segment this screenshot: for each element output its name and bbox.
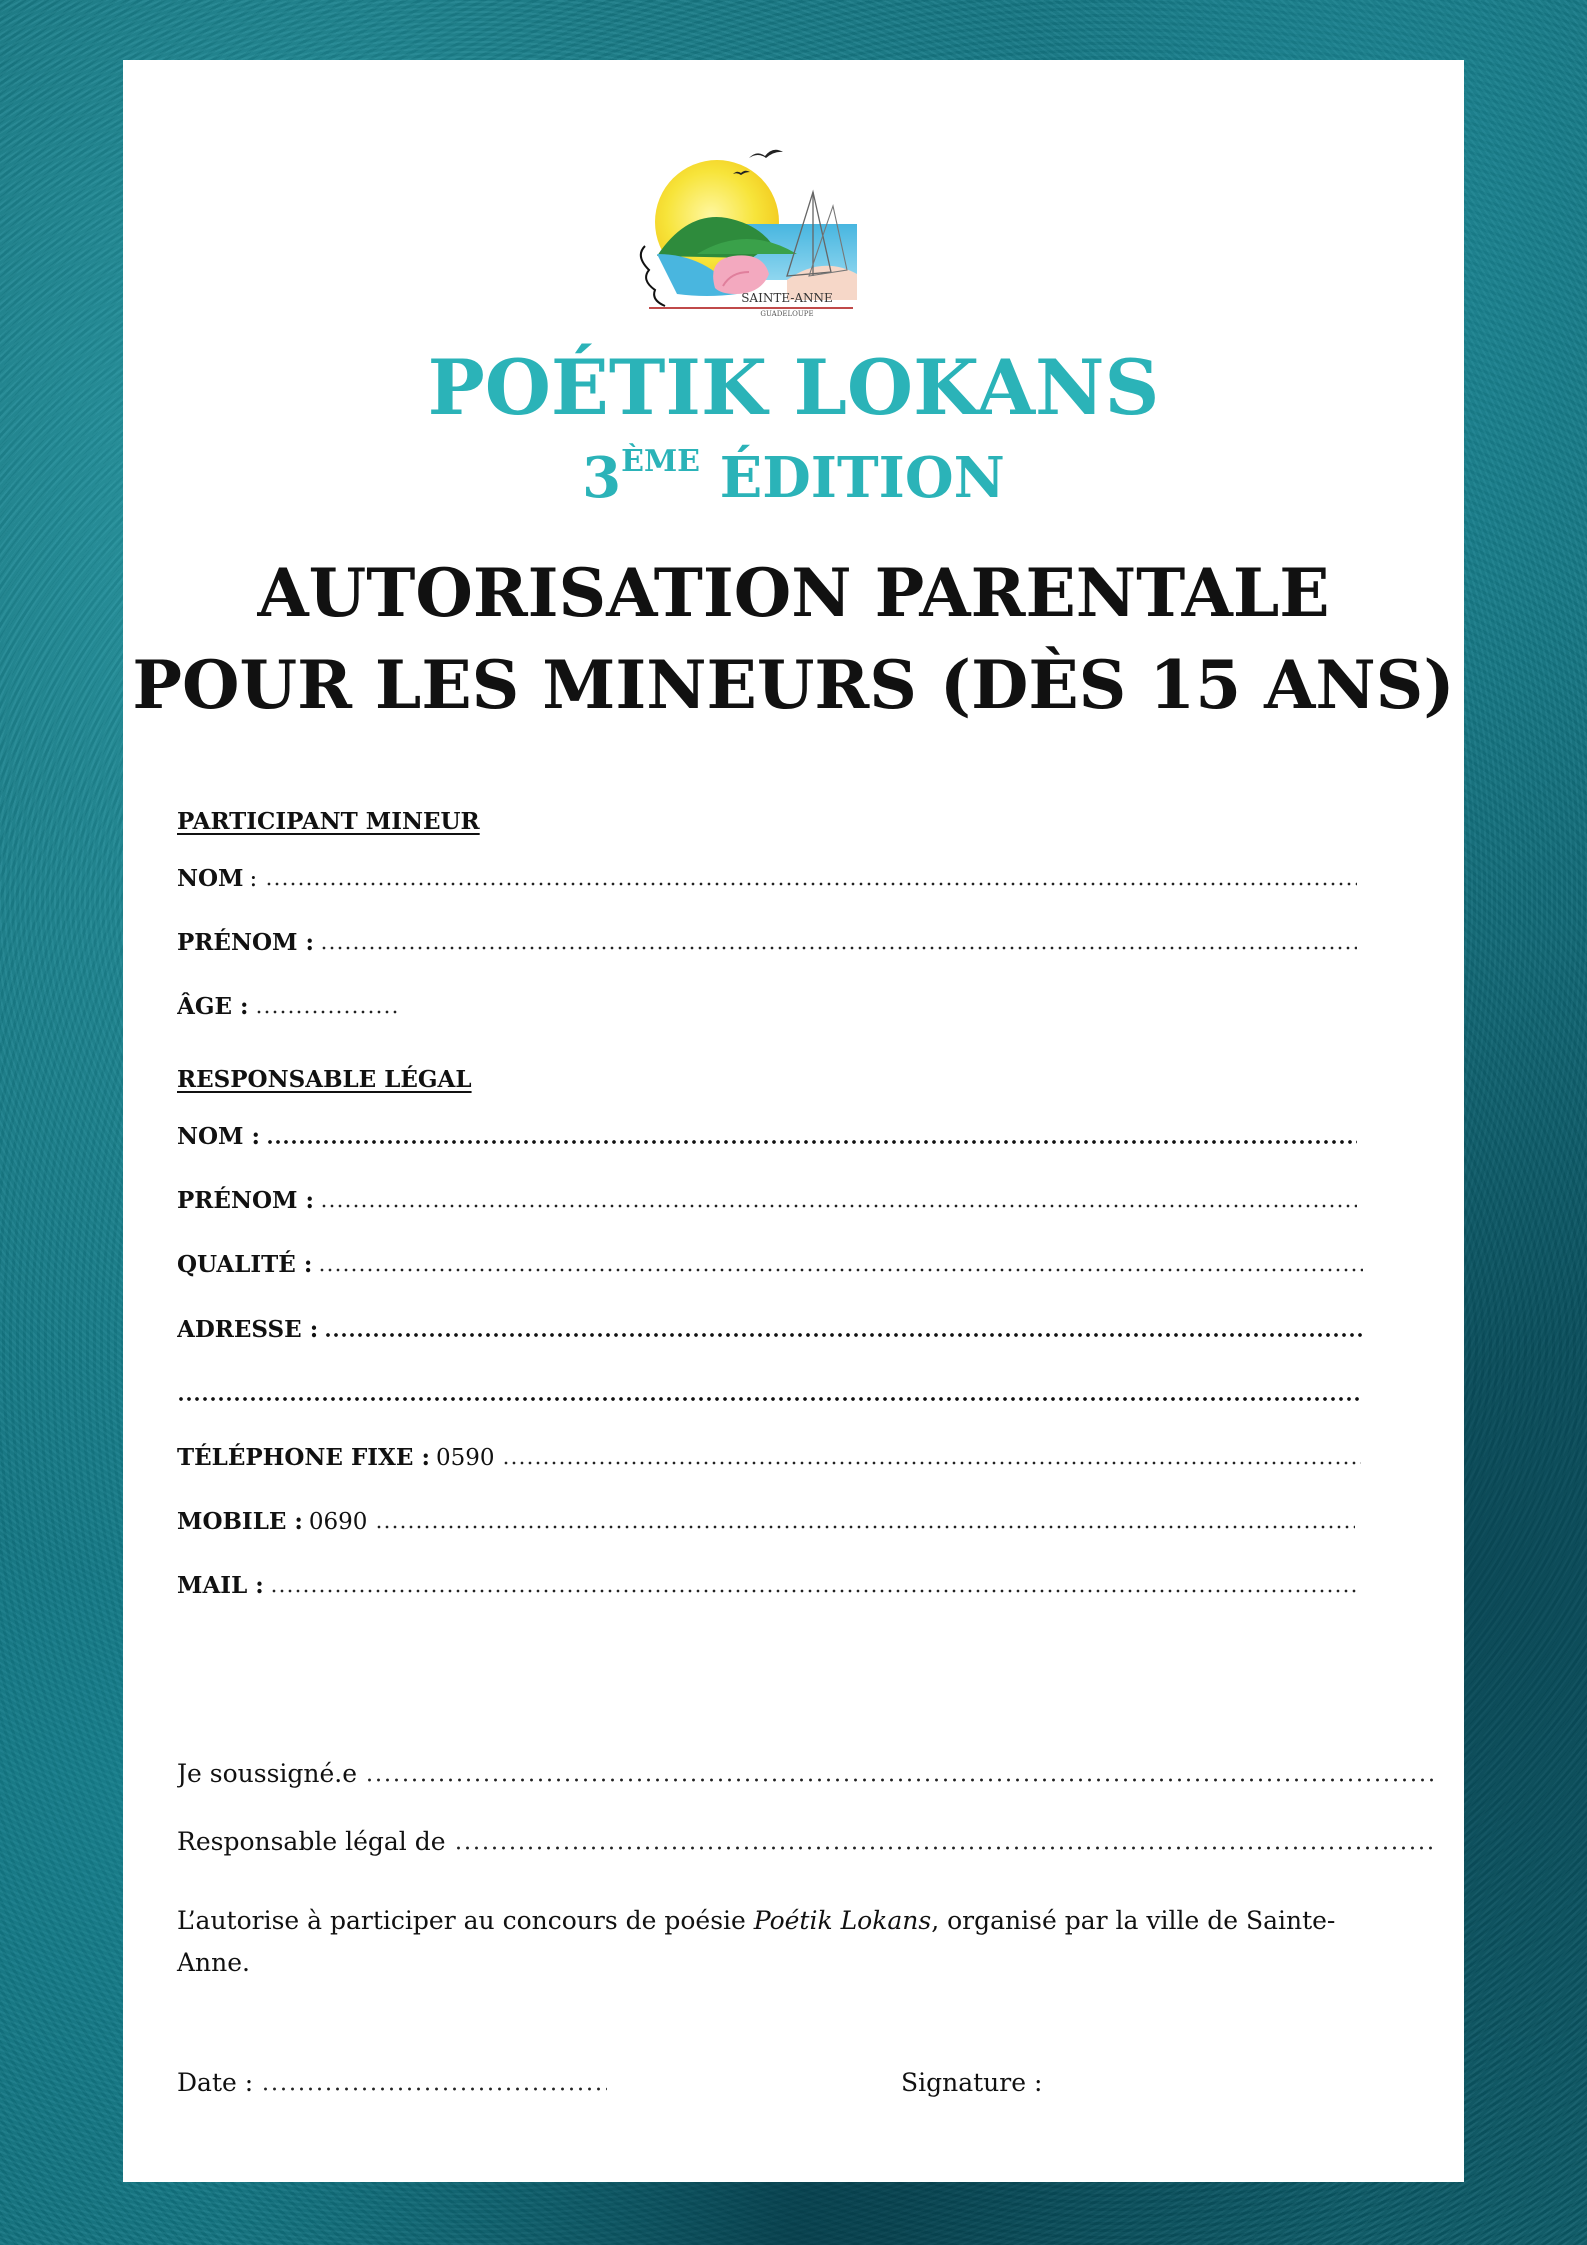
responsable-mobile-label: MOBILE : — [177, 1508, 303, 1535]
responsable-mobile-input[interactable] — [375, 1525, 1355, 1529]
responsable-nom-input[interactable] — [266, 1140, 1357, 1144]
responsable-de-input[interactable] — [454, 1846, 1433, 1850]
participant-nom-sep: : — [249, 866, 258, 892]
contest-title: POÉTIK LOKANS — [427, 343, 1160, 432]
participant-nom-input[interactable] — [265, 882, 1357, 886]
responsable-telephone-input[interactable] — [502, 1461, 1361, 1465]
responsable-adresse-field[interactable] — [177, 1303, 1363, 1343]
heading-line-2: POUR LES MINEURS (DÈS 15 ANS) — [132, 646, 1455, 724]
participant-age-input[interactable] — [255, 1010, 397, 1014]
sainte-anne-logo — [637, 136, 859, 318]
responsable-prenom-input[interactable] — [320, 1204, 1357, 1208]
responsable-adresse-line-2[interactable] — [177, 1367, 1363, 1407]
date-field[interactable] — [177, 2057, 607, 2097]
responsable-nom-label: NOM : — [177, 1123, 261, 1150]
participant-age-label: ÂGE : — [177, 993, 249, 1020]
responsable-telephone-label: TÉLÉPHONE FIXE : — [177, 1444, 430, 1471]
responsable-adresse-input[interactable] — [324, 1333, 1363, 1337]
participant-nom-field[interactable] — [177, 852, 1357, 892]
soussigne-input[interactable] — [365, 1778, 1439, 1782]
authorization-contest-name: Poétik Lokans — [753, 1906, 932, 1935]
edition-label: ÉDITION — [719, 445, 1005, 511]
edition-suffix: ÈME — [621, 444, 701, 479]
responsable-adresse-input-2[interactable] — [177, 1397, 1363, 1401]
responsable-mail-field[interactable] — [177, 1559, 1359, 1599]
participant-prenom-label: PRÉNOM : — [177, 929, 314, 956]
responsable-de-label: Responsable légal de — [177, 1827, 446, 1856]
responsable-mail-input[interactable] — [270, 1589, 1359, 1593]
responsable-prenom-field[interactable] — [177, 1174, 1357, 1214]
participant-prenom-input[interactable] — [320, 946, 1357, 950]
responsable-de-field[interactable] — [177, 1816, 1433, 1856]
logo-subcaption: GUADELOUPE — [760, 310, 814, 318]
responsable-adresse-label: ADRESSE : — [177, 1316, 319, 1343]
responsable-mobile-prefix: 0690 — [308, 1509, 368, 1535]
responsable-telephone-prefix: 0590 — [435, 1445, 495, 1471]
participant-nom-label: NOM — [177, 865, 244, 892]
edition-number: 3 — [582, 445, 622, 511]
date-input[interactable] — [261, 2087, 607, 2091]
form-page — [123, 60, 1464, 2182]
responsable-telephone-field[interactable] — [177, 1431, 1361, 1471]
section-participant: PARTICIPANT MINEUR — [177, 808, 480, 835]
section-responsable: RESPONSABLE LÉGAL — [177, 1066, 472, 1093]
date-label: Date : — [177, 2068, 254, 2097]
responsable-mail-label: MAIL : — [177, 1572, 264, 1599]
participant-prenom-field[interactable] — [177, 916, 1357, 956]
responsable-qualite-input[interactable] — [318, 1268, 1363, 1272]
responsable-prenom-label: PRÉNOM : — [177, 1187, 314, 1214]
signature-label: Signature : — [901, 2068, 1043, 2097]
signature-field[interactable] — [901, 2057, 1301, 2097]
responsable-qualite-field[interactable] — [177, 1238, 1363, 1278]
participant-age-field[interactable] — [177, 980, 397, 1020]
responsable-mobile-field[interactable] — [177, 1495, 1355, 1535]
authorization-text — [177, 1900, 1377, 1984]
responsable-nom-field[interactable] — [177, 1110, 1357, 1150]
soussigne-label: Je soussigné.e — [177, 1759, 358, 1788]
edition-title — [123, 444, 1464, 511]
logo-caption: SAINTE-ANNE — [741, 291, 833, 305]
authorization-text-before: L’autorise à participer au concours de poésie — [177, 1906, 754, 1935]
soussigne-field[interactable] — [177, 1748, 1439, 1788]
responsable-qualite-label: QUALITÉ : — [177, 1251, 313, 1278]
authorization-text-after: , organisé par la ville de Sainte-Anne. — [177, 1906, 1336, 1977]
heading-line-1: AUTORISATION PARENTALE — [257, 554, 1330, 632]
